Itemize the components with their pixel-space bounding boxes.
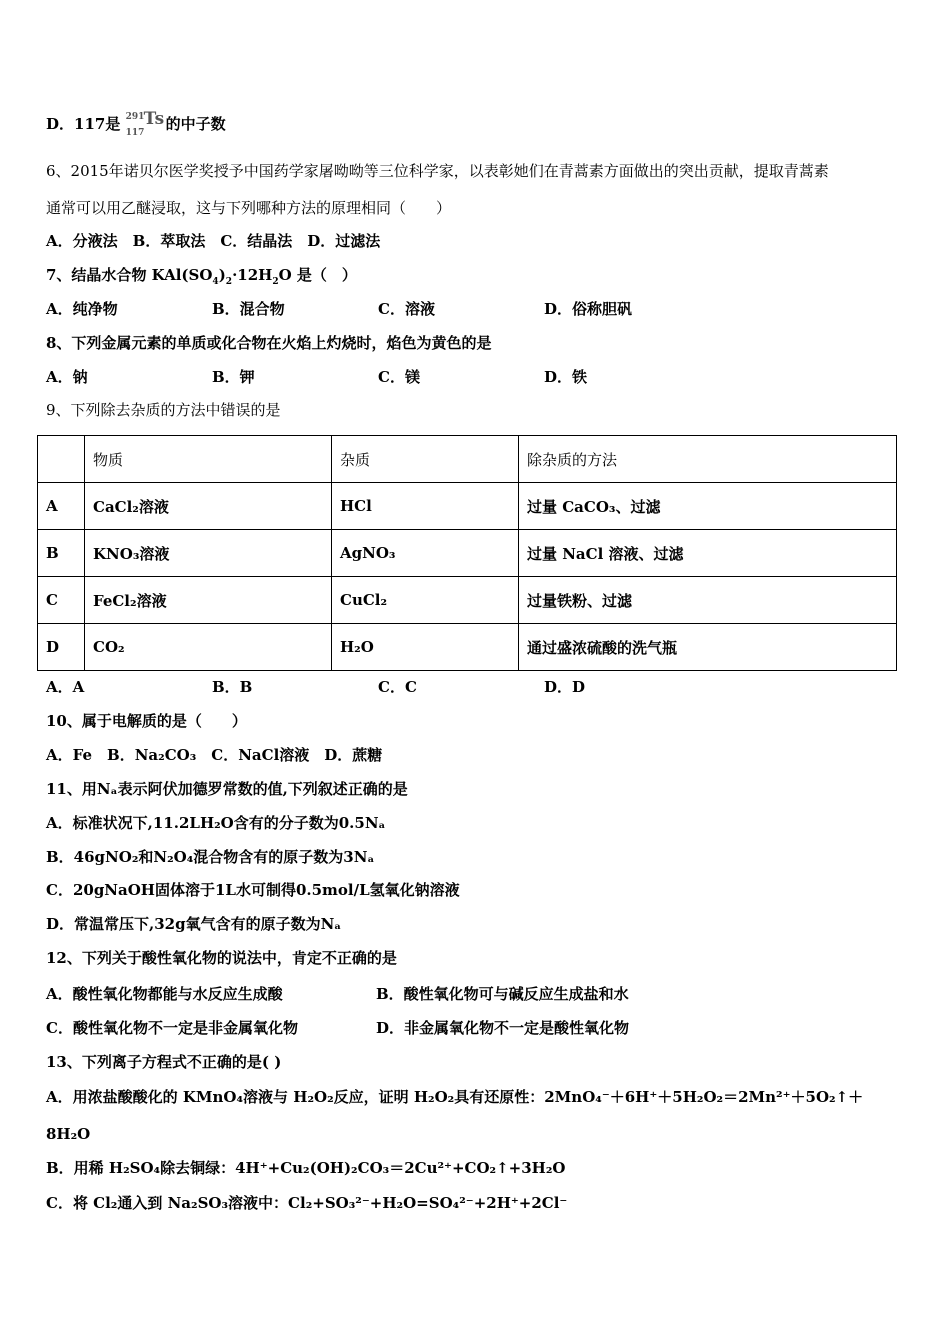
q13-option-c: C．将 Cl₂通入到 Na₂SO₃溶液中：Cl₂+SO₃²⁻+H₂O=SO₄²⁻+2H⁺+2Cl⁻: [46, 1194, 568, 1212]
q9-option-b: B．B: [212, 678, 253, 696]
q11-option-d: D．常温常压下,32g氧气含有的原子数为Nₐ: [46, 915, 342, 933]
q9-stem: 9、下列除去杂质的方法中错误的是: [46, 401, 281, 419]
q12-option-b: B．酸性氧化物可与碱反应生成盐和水: [376, 985, 629, 1003]
q12-option-c: C．酸性氧化物不一定是非金属氧化物: [46, 1019, 298, 1037]
q7-options: [46, 299, 632, 319]
q12-option-a: A．酸性氧化物都能与水反应生成酸: [46, 985, 283, 1003]
row-substance: CO₂: [85, 624, 332, 671]
q9-option-c: C．C: [378, 678, 417, 696]
table-row: [38, 530, 897, 577]
row-substance: CaCl₂溶液: [85, 483, 332, 530]
q6-stem-line1: 6、2015年诺贝尔医学奖授予中国药学家屠呦呦等三位科学家，以表彰她们在青蒿素方面做出的突出贡献，提取青蒿素: [46, 162, 829, 180]
q11-option-c: C．20gNaOH固体溶于1L水可制得0.5mol/L氢氧化钠溶液: [46, 881, 460, 899]
q9-option-d: D．D: [544, 678, 586, 696]
q8-options: [46, 367, 587, 387]
table-row: [38, 624, 897, 671]
table-row: [38, 577, 897, 624]
ts-nuclide: [125, 109, 166, 138]
table-header: 除杂质的方法: [519, 436, 897, 483]
q12-options-row2: [46, 1018, 629, 1038]
q11-option-a: A．标准状况下,11.2LH₂O含有的分子数为0.5Nₐ: [46, 814, 386, 832]
q8-stem: 8、下列金属元素的单质或化合物在火焰上灼烧时，焰色为黄色的是: [46, 334, 492, 352]
table-header: 物质: [85, 436, 332, 483]
q13-option-b: B．用稀 H₂SO₄除去铜绿：4H⁺+Cu₂(OH)₂CO₃＝2Cu²⁺+CO₂↑+3H₂O: [46, 1159, 566, 1177]
q12-stem: 12、下列关于酸性氧化物的说法中，肯定不正确的是: [46, 949, 397, 967]
q5d-tail: 的中子数: [165, 115, 226, 133]
q7-option-d: D．俗称胆矾: [544, 300, 633, 318]
q9-option-a: A．A: [46, 678, 85, 696]
row-impurity: CuCl₂: [332, 577, 519, 624]
q5d-label: D．117是: [46, 115, 121, 133]
ts-symbol: Ts: [143, 109, 165, 129]
row-id: C: [38, 577, 85, 624]
q5-option-d: [46, 109, 226, 138]
ts-atomic-number: 117: [125, 128, 145, 138]
q13-option-a-line2: 8H₂O: [46, 1125, 91, 1143]
row-impurity: AgNO₃: [332, 530, 519, 577]
q10-stem: 10、属于电解质的是（ ）: [46, 712, 247, 730]
q9-options: [46, 677, 585, 697]
q13-stem: 13、下列离子方程式不正确的是( ): [46, 1053, 282, 1071]
q9-table: [37, 435, 897, 671]
row-impurity: H₂O: [332, 624, 519, 671]
q8-option-d: D．铁: [544, 368, 588, 386]
q7-option-c: C．溶液: [378, 300, 435, 318]
q13-option-a-line1: A．用浓盐酸酸化的 KMnO₄溶液与 H₂O₂反应，证明 H₂O₂具有还原性：2MnO₄⁻＋6H⁺＋5H₂O₂＝2Mn²⁺＋5O₂↑＋: [46, 1088, 864, 1106]
q12-option-d: D．非金属氧化物不一定是酸性氧化物: [376, 1019, 630, 1037]
q11-stem: 11、用Nₐ表示阿伏加德罗常数的值,下列叙述正确的是: [46, 780, 408, 798]
row-method: 通过盛浓硫酸的洗气瓶: [519, 624, 897, 671]
q7-option-a: A．纯净物: [46, 300, 118, 318]
row-method: 过量铁粉、过滤: [519, 577, 897, 624]
q10-options: A．Fe B．Na₂CO₃ C．NaCl溶液 D．蔗糖: [46, 746, 383, 764]
row-method: 过量 CaCO₃、过滤: [519, 483, 897, 530]
table-header-row: [38, 436, 897, 483]
row-id: D: [38, 624, 85, 671]
q11-option-b: B．46gNO₂和N₂O₄混合物含有的原子数为3Nₐ: [46, 848, 375, 866]
row-impurity: HCl: [332, 483, 519, 530]
table-row: [38, 483, 897, 530]
q6-stem-line2: 通常可以用乙醚浸取，这与下列哪种方法的原理相同（ ）: [46, 199, 452, 217]
q7-option-b: B．混合物: [212, 300, 285, 318]
q6-options: A．分液法 B．萃取法 C．结晶法 D．过滤法: [46, 232, 381, 250]
q8-option-a: A．钠: [46, 368, 88, 386]
table-header: [38, 436, 85, 483]
ts-mass-number: 291: [125, 112, 145, 122]
row-id: B: [38, 530, 85, 577]
row-substance: FeCl₂溶液: [85, 577, 332, 624]
row-id: A: [38, 483, 85, 530]
q12-options-row1: [46, 984, 629, 1004]
table-header: 杂质: [332, 436, 519, 483]
q8-option-b: B．钾: [212, 368, 255, 386]
q7-stem: 7、结晶水合物 $KAl(SO_4)_2\cdot 12H_2O$ 是（ ）: [46, 266, 357, 287]
row-method: 过量 NaCl 溶液、过滤: [519, 530, 897, 577]
row-substance: KNO₃溶液: [85, 530, 332, 577]
q8-option-c: C．镁: [378, 368, 420, 386]
